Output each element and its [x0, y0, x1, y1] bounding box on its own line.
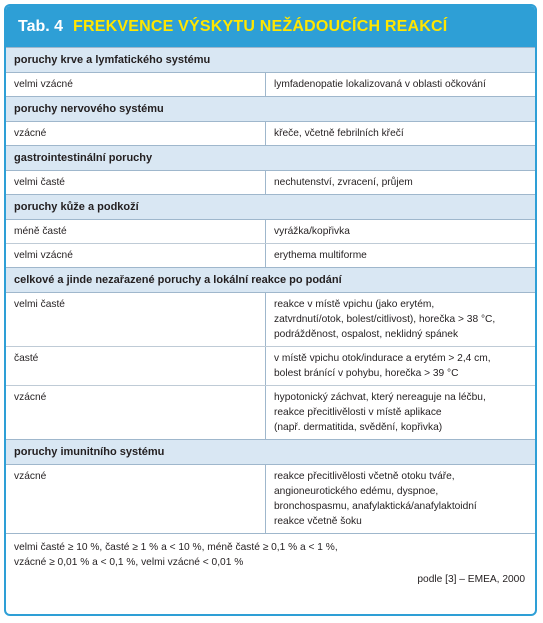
table-row	[6, 220, 535, 243]
section-header: poruchy krve a lymfatického systému	[6, 47, 535, 73]
table-frame	[4, 4, 537, 616]
table-row	[6, 171, 535, 194]
reaction-cell: vyrážka/kopřivka	[274, 226, 350, 237]
reaction-line: reakce přecitlivělosti v místě aplikace	[274, 407, 442, 418]
frequency-legend	[6, 533, 535, 570]
reaction-cell: lymfadenopatie lokalizovaná v oblasti očkování	[274, 79, 486, 90]
legend-line: velmi časté ≥ 10 %, časté ≥ 1 % a < 10 %, méně časté ≥ 0,1 % a < 1 %,	[14, 542, 338, 553]
frequency-cell: vzácné	[6, 386, 266, 439]
reaction-line: (např. dermatitida, svědění, kopřivka)	[274, 422, 443, 433]
table-row	[6, 465, 535, 533]
reaction-cell	[266, 293, 535, 346]
frequency-cell: vzácné	[6, 122, 266, 145]
table-body	[6, 47, 535, 533]
reaction-line: reakce v místě vpichu (jako erytém,	[274, 299, 435, 310]
reaction-line: zatvrdnutí/otok, bolest/citlivost), horečka > 38 °C,	[274, 314, 496, 325]
reaction-cell: erythema multiforme	[274, 250, 367, 261]
reaction-line: bolest bránící v pohybu, horečka > 39 °C	[274, 368, 459, 379]
table-row	[6, 385, 535, 439]
table-number: Tab. 4	[18, 17, 64, 35]
table-row	[6, 73, 535, 96]
reaction-cell: nechutenství, zvracení, průjem	[274, 177, 413, 188]
table-row	[6, 293, 535, 346]
frequency-cell: velmi vzácné	[6, 73, 266, 96]
frequency-cell: časté	[6, 347, 266, 385]
section-header: poruchy kůže a podkoží	[6, 194, 535, 220]
frequency-cell: velmi vzácné	[6, 244, 266, 267]
source-note: podle [3] – EMEA, 2000	[417, 574, 525, 585]
reaction-line: angioneurotického edému, dyspnoe,	[274, 486, 439, 497]
section-header: celkové a jinde nezařazené poruchy a lokální reakce po podání	[6, 267, 535, 293]
table-row	[6, 346, 535, 385]
reaction-line: bronchospasmu, anafylaktická/anafylaktoidní	[274, 501, 477, 512]
section-header: poruchy nervového systému	[6, 96, 535, 122]
reaction-line: reakce včetně šoku	[274, 516, 362, 527]
frequency-cell: vzácné	[6, 465, 266, 533]
reaction-line: podrážděnost, ospalost, neklidný spánek	[274, 329, 459, 340]
section-header: poruchy imunitního systému	[6, 439, 535, 465]
frequency-cell: méně časté	[6, 220, 266, 243]
reaction-cell	[266, 465, 535, 533]
reaction-line: hypotonický záchvat, který nereaguje na léčbu,	[274, 392, 486, 403]
table-row	[6, 122, 535, 145]
table-title: FREKVENCE VÝSKYTU NEŽÁDOUCÍCH REAKCÍ	[73, 17, 448, 35]
table-row	[6, 243, 535, 267]
reaction-line: reakce přecitlivělosti včetně otoku tváře,	[274, 471, 455, 482]
frequency-cell: velmi časté	[6, 171, 266, 194]
frequency-cell: velmi časté	[6, 293, 266, 346]
section-header: gastrointestinální poruchy	[6, 145, 535, 171]
reaction-line: v místě vpichu otok/indurace a erytém > 2,4 cm,	[274, 353, 491, 364]
reaction-cell: křeče, včetně febrilních křečí	[274, 128, 404, 139]
table-title-bar	[6, 6, 535, 47]
legend-line: vzácné ≥ 0,01 % a < 0,1 %, velmi vzácné < 0,01 %	[14, 557, 244, 568]
reaction-cell	[266, 347, 535, 385]
reaction-cell	[266, 386, 535, 439]
